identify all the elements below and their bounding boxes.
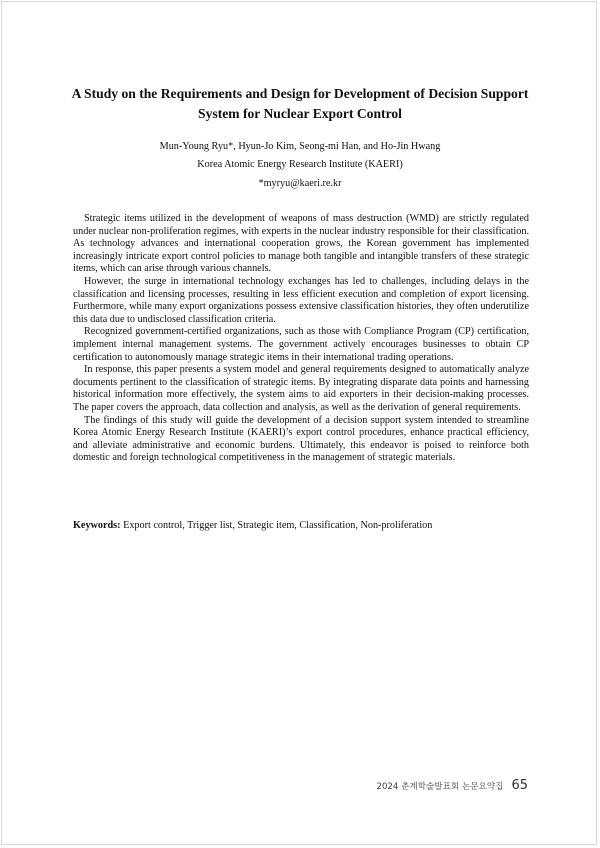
abstract-paragraph: The findings of this study will guide the development of a decision support system intended to streamline Korea Atomic Energy Research Institute (KAERI)’s export control procedures, enhance practical efficiency, and alleviate administrative and economic burdens. Ultimately, this endeavor is poised to reinforce both domestic and foreign technological competitiveness in the management of strategic materials. (73, 414, 529, 464)
keywords-line (73, 519, 529, 532)
paper-title: A Study on the Requirements and Design for Development of Decision Support System for Nuclear Export Control (71, 86, 529, 121)
abstract-paragraph: In response, this paper presents a system model and general requirements designed to automatically analyze documents pertinent to the classification of strategic items. By integrating disparate data points and harnessing historical information more effectively, the system aims to aid exporters in their decision-making processes. The paper covers the approach, data collection and analysis, as well as the derivation of general requirements. (73, 364, 529, 413)
affiliation: Korea Atomic Energy Research Institute (KAERI) (197, 159, 403, 170)
page-number: 65 (511, 778, 528, 793)
abstract-paragraph: Strategic items utilized in the development of weapons of mass destruction (WMD) are strictly regulated under nuclear non-proliferation regimes, with experts in the nuclear industry responsible for their classification. As technology advances and international cooperation grows, the Korean government has implemented increasingly intricate export control policies to manage both tangible and intangible transfers of these strategic items, which can arise through various channels. (73, 213, 529, 275)
author-list: Mun-Young Ryu*, Hyun-Jo Kim, Seong-mi Han, and Ho-Jin Hwang (159, 141, 441, 152)
contact-email: *myryu@kaeri.re.kr (258, 178, 342, 189)
conference-name: 2024 춘계학술발표회 논문요약집 (376, 782, 504, 792)
keywords-list: Export control, Trigger list, Strategic item, Classification, Non-proliferation (123, 520, 433, 531)
abstract-paragraph: Recognized government-certified organizations, such as those with Compliance Program (CP) certification, implement internal management systems. The government actively encourages businesses to obtain CP certification to autonomously manage strategic items in their international trading operations. (73, 326, 529, 363)
keywords-label: Keywords: (73, 520, 121, 531)
abstract-paragraph: However, the surge in international technology exchanges has led to challenges, including delays in the classification and licensing processes, resulting in less efficient execution and completion of export licensing. Furthermore, while many export organizations possess extensive classification histories, they often underutilize this data due to undisclosed classification criteria. (73, 275, 529, 325)
abstract (73, 213, 529, 465)
page-footer (377, 778, 529, 793)
